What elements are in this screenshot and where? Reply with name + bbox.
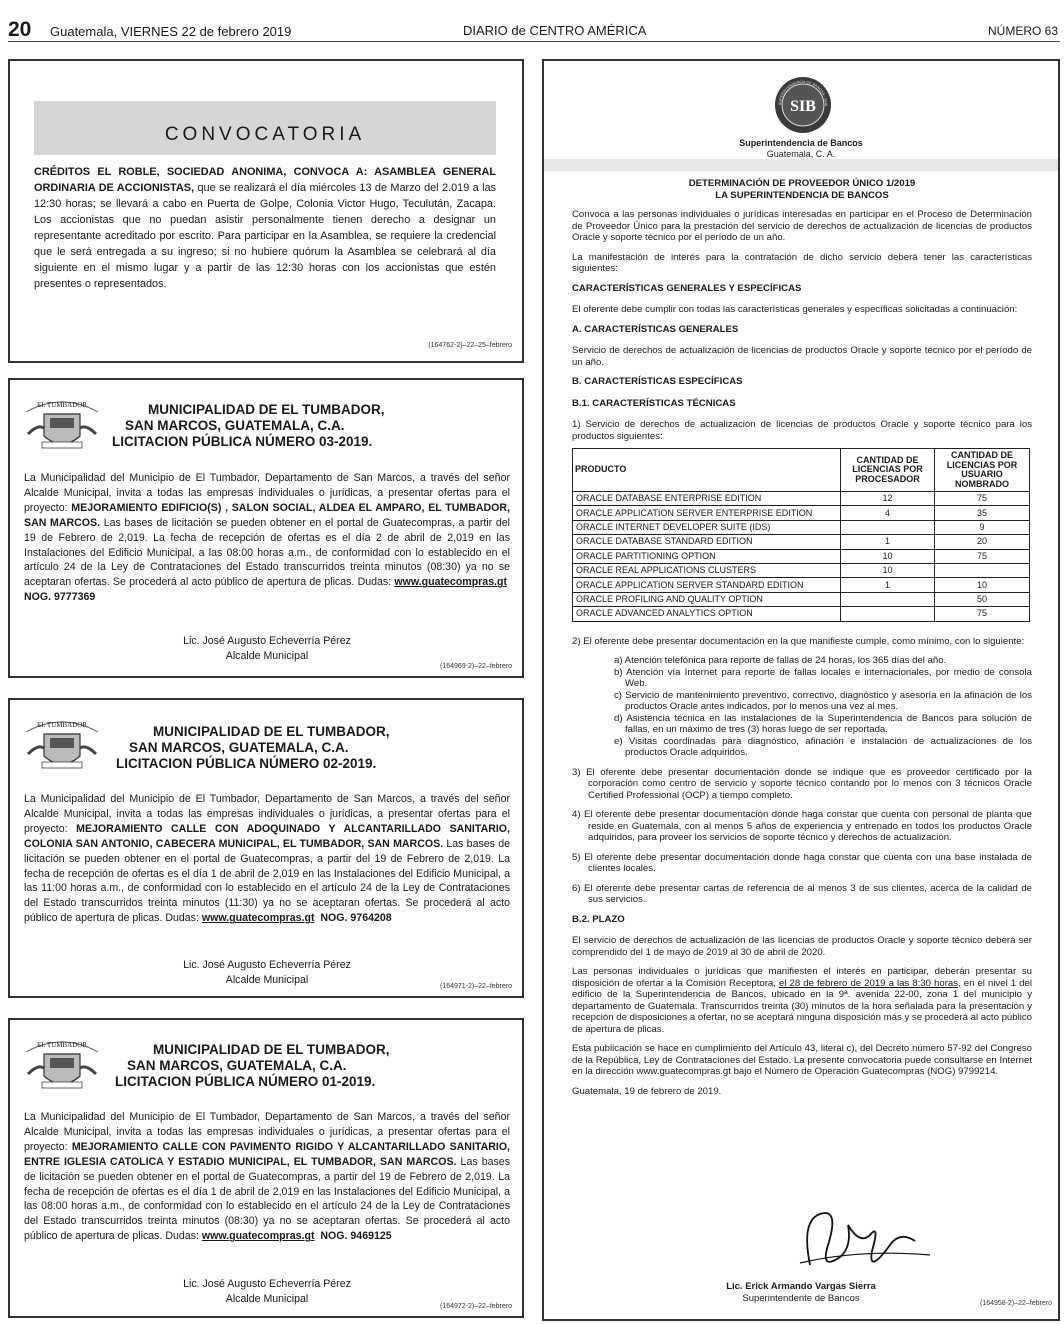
sib-plazo-text: El servicio de derechos de actualización de las licencias de productos Oracle y soporte técnico deberá ser comprendido del 1 de mayo de 2019 al 30 de abril de 2020.: [572, 935, 1032, 958]
guatecompras-link[interactable]: www.guatecompras.gt: [394, 576, 508, 589]
list-item: d) Asistencia técnica en las instalaciones de la Superintendencia de Bancos para solución de fallas, en un máximo de tres (3) horas luego de ser reportada.: [614, 712, 1032, 736]
guatecompras-link[interactable]: www.guatecompras.gt: [201, 912, 315, 925]
ad-body: La Municipalidad del Municipio de El Tumbador, Departamento de San Marcos, a través del señor Alcalde Municipal, invita a todas las empresas individuales o jurídicas, a presentar ofertas para el proyecto: MEJORAMIENTO CALLE CON PAVIMENTO RIGIDO Y ALCANTARILLADO SANITARIO, ENTRE IGLESIA CATOLICA Y ESTADIO MUNICIPAL, EL TUMBADOR, SAN MARCOS. Las bases de licitación se pueden obtener en el portal de Guatecompras, a partir del 19 de Febrero de 2,019. La fecha de recepción de ofertas es el día 1 de abril de 2,019 en las Instalaciones del Edificio Municipal, a las 08:00 horas a.m., de conformidad con lo establecido en el artículo 24 de la Ley de Contrataciones del Estado transcurridos treinta minutos (08:30) ya no se aceptaran ofertas. Se procederá al acto público de apertura de plicas. Dudas: www.guatecompras.gt NOG. 9469125: [24, 1111, 511, 1243]
sib-interest: La manifestación de interés para la contratación de dicho servicio deberá tener las características siguientes:: [572, 251, 1032, 274]
ad-title-line3: LICITACION PÚBLICA NÚMERO 01-2019.: [115, 1074, 376, 1089]
ad-body: La Municipalidad del Municipio de El Tumbador, Departamento de San Marcos, a través del señor Alcalde Municipal, invita a todas las empresas individuales o jurídicas, a presentar ofertas para el proyecto: MEJORAMIENTO EDIFICIO(S) , SALON SOCIAL, ALDEA EL AMPARO, EL TUMBADOR, SAN MARCOS. Las bases de licitación se pueden obtener en el portal de Guatecompras, a partir del 19 de Febrero de 2,019. La fecha de recepción de ofertas es el día 2 de abril de 2,019 en las Instalaciones del Edificio Municipal, a las 08:00 horas a.m., de conformidad con lo establecido en el artículo 24 de la Ley de Contrataciones del Estado transcurridos treinta minutos (08:30) ya no se aceptaran ofertas. Se procederá al acto público de apertura de plicas. Dudas: www.guatecompras.gt NOG. 9777369: [24, 472, 510, 604]
ad-title-line1: MUNICIPALIDAD DE EL TUMBADOR,: [153, 724, 390, 739]
signer-role: Alcalde Municipal: [225, 1293, 309, 1305]
list-item: 5) El oferente debe presentar documentación donde haga constar que cuenta con una base instalada de clientes locales.: [572, 851, 1032, 875]
table-row: ORACLE ADVANCED ANALYTICS OPTION 75: [573, 607, 1030, 621]
convocatoria-lead: CRÉDITOS EL ROBLE, SOCIEDAD ANONIMA, CONVOCA A: ASAMBLEA GENERAL ORDINARIA DE ACCIONISTAS,: [34, 166, 496, 194]
list-item: 6) El oferente debe presentar cartas de referencia de al menos 3 de sus clientes, acerca de la calidad de sus servicios.: [572, 882, 1032, 906]
deadline-date: el 28 de febrero de 2019 a las 8:30 horas,: [779, 977, 961, 989]
signer-name: Lic. José Augusto Echeverría Pérez: [183, 635, 351, 647]
issue-number: NÚMERO 63: [987, 24, 1058, 38]
sib-subtitle: LA SUPERINTENDENCIA DE BANCOS: [715, 189, 889, 201]
table-row: ORACLE DATABASE STANDARD EDITION 1 20: [573, 535, 1030, 549]
municipal-seal-icon: [20, 714, 104, 776]
table-row: ORACLE REAL APPLICATIONS CLUSTERS 10: [573, 563, 1030, 577]
convocatoria-title: CONVOCATORIA: [164, 124, 366, 145]
sib-divider-band: [544, 159, 1058, 171]
sib-general-text: Servicio de derechos de actualización de licencias de productos Oracle y soporte técnico por el período de un año.: [572, 345, 1032, 368]
sib-org-name: Superintendencia de Bancos: [739, 138, 863, 148]
table-row: ORACLE APPLICATION SERVER STANDARD EDITION 1 10: [573, 578, 1030, 592]
municipal-ad-01: [8, 1018, 524, 1318]
ad-reference: (164972-2)–22–febrero: [440, 1303, 512, 1310]
issue-date: Guatemala, VIERNES 22 de febrero 2019: [50, 24, 292, 39]
list-item: a) Atención telefónica para reporte de fallas de 24 horas, los 365 días del año.: [614, 655, 947, 667]
page-number: 20: [8, 18, 32, 41]
oracle-products-table: [572, 448, 1030, 622]
sib-ad: [542, 59, 1060, 1321]
sib-date: Guatemala, 19 de febrero de 2019.: [572, 1085, 722, 1097]
list-item: e) Visitas coordinadas para diagnóstico, afinación e instalación de actualizaciones de los productos Oracle adquiridos.: [614, 735, 1032, 759]
signer-role: Alcalde Municipal: [225, 974, 309, 986]
project-name: MEJORAMIENTO EDIFICIO(S) , SALON SOCIAL, ALDEA EL AMPARO, EL TUMBADOR, SAN MARCOS.: [24, 501, 510, 529]
signature-block: [24, 958, 510, 988]
sib-logo-icon: [773, 75, 833, 135]
heading-caracteristicas: CARACTERÍSTICAS GENERALES Y ESPECÍFICAS: [572, 282, 802, 294]
sib-signer-role: Superintendente de Bancos: [742, 1293, 860, 1304]
signature-block: [24, 1277, 510, 1307]
col-product: PRODUCTO: [573, 449, 841, 492]
requirements-list: [572, 636, 1032, 906]
heading-specific: B. CARACTERÍSTICAS ESPECÍFICAS: [572, 376, 743, 387]
nog-number: NOG. 9764208: [320, 912, 392, 925]
convocatoria-ad: [8, 59, 524, 363]
sib-logo-text: SIB: [790, 98, 816, 115]
convocatoria-banner: [34, 101, 496, 155]
ad-reference: (164969-2)–22–febrero: [440, 663, 512, 670]
ad-title-line3: LICITACION PÚBLICA NÚMERO 02-2019.: [116, 756, 377, 771]
municipal-seal-icon: [20, 1034, 104, 1096]
municipal-ad-02: [8, 698, 524, 998]
seal-text: EL TUMBADOR: [37, 721, 87, 729]
signature-block: [24, 634, 510, 664]
ad-title-line2: SAN MARCOS, GUATEMALA, C.A.: [125, 418, 345, 433]
list-item: 2) El oferente debe presentar documentación en la que manifieste cumple, como mínimo, con lo siguiente: a) Atención telefónica para reporte de fallas de 24 horas, los 365 días del año. b) Atención vía Internet para reporte de fallas locales e internacionales, por medio de consola Web. c) Servicio de mantenimiento preventivo, correctivo, diagnóstico y asesoría en la afinación de los productos Oracle antes indicados, por lo menos una vez al mes. d) Asistencia técnica en las instalaciones de la Superintendencia de Bancos para solución de fallas, en un máximo de tres (3) horas luego de ser reportada. e) Visitas coordinadas para diagnóstico, afinación e instalación de actualizaciones de los productos Oracle adquiridos.: [572, 635, 1032, 759]
ad-title-line2: SAN MARCOS, GUATEMALA, C.A.: [127, 1058, 347, 1073]
heading-technical: B.1. CARACTERÍSTICAS TÉCNICAS: [572, 397, 736, 409]
table-header-row: [573, 449, 1030, 492]
col-processor: CANTIDAD DE LICENCIAS POR PROCESADOR: [841, 449, 935, 492]
convocatoria-body: [34, 164, 496, 292]
heading-general: A. CARACTERÍSTICAS GENERALES: [572, 323, 739, 335]
nog-number: NOG. 9777369: [24, 591, 96, 604]
nog-number: NOG. 9469125: [320, 1230, 392, 1243]
ad-body: La Municipalidad del Municipio de El Tumbador, Departamento de San Marcos, a través del señor Alcalde Municipal, invita a todas las empresas individuales o jurídicas, a presentar ofertas para el proyecto: MEJORAMIENTO CALLE CON ADOQUINADO Y ALCANTARILLADO SANITARIO, COLONIA SAN ANTONIO, CABECERA MUNICIPAL, EL TUMBADOR, SAN MARCOS. Las bases de licitación se pueden obtener en el portal de Guatecompras, a partir del 19 de Febrero de 2,019. La fecha de recepción de ofertas es el día 1 de abril de 2,019 en las Instalaciones del Edificio Municipal, a las 11:00 horas a.m., de conformidad con lo establecido en el artículo 24 de la Ley de Contrataciones del Estado transcurridos treinta minutos (11:30) ya no se aceptaran ofertas. Se procederá al acto público de apertura de plicas. Dudas: www.guatecompras.gt NOG. 9764208: [24, 793, 510, 925]
signer-name: Lic. José Augusto Echeverría Pérez: [183, 959, 351, 971]
table-row: ORACLE INTERNET DEVELOPER SUITE (IDS) 9: [573, 520, 1030, 534]
project-name: MEJORAMIENTO CALLE CON ADOQUINADO Y ALCANTARILLADO SANITARIO, COLONIA SAN ANTONIO, CABECERA MUNICIPAL, EL TUMBADOR, SAN MARCOS.: [24, 822, 510, 850]
table-row: ORACLE APPLICATION SERVER ENTERPRISE EDITION 4 35: [573, 506, 1030, 520]
seal-text: EL TUMBADOR: [37, 401, 87, 409]
sib-title: DETERMINACIÓN DE PROVEEDOR ÚNICO 1/2019: [688, 178, 916, 189]
sub-requirements-list: [588, 655, 1032, 759]
list-item: 3) El oferente debe presentar documentación donde se indique que es proveedor certificado por la corporación como centro de servicio y soporte técnico contando por lo menos con 3 técnicos Oracle Certified Professional (OCP) a tiempo completo.: [572, 766, 1032, 801]
technical-item-1: 1) Servicio de derechos de actualización de licencias de productos Oracle y soporte técnico para los productos siguientes:: [572, 419, 1032, 442]
ad-reference: (164762-2)–22–25–febrero: [428, 342, 512, 349]
ad-title-line2: SAN MARCOS, GUATEMALA, C.A.: [129, 740, 349, 755]
list-item: b) Atención vía Internet para reporte de fallas locales e internacionales, por medio de consola Web.: [614, 666, 1032, 690]
table-row: ORACLE DATABASE ENTERPRISE EDITION 12 75: [573, 492, 1030, 506]
list-item: c) Servicio de mantenimiento preventivo, correctivo, diagnóstico y asesoría en la afinación de los productos Oracle antes indicados, por lo menos una vez al mes.: [614, 689, 1032, 713]
list-item: 4) El oferente debe presentar documentación donde haga constar que cuenta con personal de planta que reside en Guatemala, con al menos 5 años de experiencia y entrenado en todos los productos Oracle adquiridos, para proveer los servicios de soporte técnico y derechos de actualización.: [572, 809, 1032, 844]
col-user: CANTIDAD DE LICENCIAS POR USUARIO NOMBRADO: [935, 449, 1030, 492]
seal-text: EL TUMBADOR: [37, 1041, 87, 1049]
convocatoria-text: que se realizará el día miércoles 13 de Marzo del 2.019 a las 12:30 horas; se llevará a cabo en Puerta de Golpe, Colonia Victor Hugo, Teculután, Zacapa. Los accionistas que no puedan asistir personalmente tienen derecho a designar un representante acreditado por escrito. Para participar en la Asamblea, se requiere la credencial que le será entregada a su ingreso; si no hubiere quórum la Asamblea se celebrará al día siguiente en el mismo lugar y a partir de las 12:30 horas con los accionistas que estén presentes o representados.: [34, 182, 496, 290]
sib-legal-text: Esta publicación se hace en cumplimiento del Artículo 43, literal c), del Decreto número 57-92 del Congreso de la República, Ley de Contrataciones del Estado. La presente convocatoria puede consultarse en Internet en la dirección www.guatecompras.gt bajo el Número de Operación Guatecompras (NOG) 9799214.: [572, 1043, 1032, 1078]
guatecompras-link[interactable]: www.guatecompras.gt: [201, 1230, 315, 1243]
table-row: ORACLE PROFILING AND QUALITY OPTION 50: [573, 592, 1030, 606]
table-row: ORACLE PARTITIONING OPTION 10 75: [573, 549, 1030, 563]
sib-city: Guatemala, C. A.: [766, 149, 836, 159]
sib-logo-ring: SUPERINTENDENCIA DE BANCOS · GUA: [777, 79, 829, 107]
sib-intro: Convoca a las personas individuales o jurídicas interesadas en participar en el Proceso de Determinación de Proveedor Único para la prestación del servicio de derechos de actualización de licencias de productos Oracle y soporte técnico por el período de un año.: [572, 209, 1032, 243]
page-header: [8, 18, 1060, 42]
handwritten-signature: [740, 1205, 970, 1281]
municipal-seal-icon: [20, 394, 104, 456]
sib-presentation-text: Las personas individuales o jurídicas que manifiesten el interés en participar, deberán presentar su disposición de ofertar a la Comisión Receptora, el 28 de febrero de 2019 a las 8:30 horas, en el nivel 1 del edificio de la Superintendencia de Bancos, ubicado en la 9ª. avenida 22-00, zona 1 del municipio y departamento de Guatemala. Transcurridos treinta (30) minutos de la hora señalada para la presentación y recepción de disposiciones a ofertar, no se aceptará ninguna disposición más y se procederá al acto público de apertura de plicas.: [572, 966, 1032, 1035]
newspaper-name: DIARIO de CENTRO AMÉRICA: [463, 23, 647, 38]
ad-reference: (164958-2)–22–febrero: [980, 1300, 1052, 1307]
heading-plazo: B.2. PLAZO: [572, 913, 625, 925]
project-name: MEJORAMIENTO CALLE CON PAVIMENTO RIGIDO Y ALCANTARILLADO SANITARIO, ENTRE IGLESIA CATOLICA Y ESTADIO MUNICIPAL, EL TUMBADOR, SAN MARCOS.: [24, 1140, 511, 1168]
signer-name: Lic. José Augusto Echeverría Pérez: [183, 1278, 351, 1290]
ad-title-line1: MUNICIPALIDAD DE EL TUMBADOR,: [148, 402, 385, 417]
signer-role: Alcalde Municipal: [225, 650, 309, 662]
municipal-ad-03: [8, 378, 524, 678]
ad-title-line3: LICITACION PÚBLICA NÚMERO 03-2019.: [112, 434, 373, 449]
sib-signer-name: Lic. Erick Armando Vargas Sierra: [726, 1281, 876, 1292]
sib-requirement: El oferente debe cumplir con todas las características generales y específicas solicitadas a continuación:: [572, 304, 1018, 315]
sib-content: [572, 178, 1032, 1105]
ad-reference: (164971-2)–22–febrero: [440, 983, 512, 990]
ad-title-line1: MUNICIPALIDAD DE EL TUMBADOR,: [153, 1042, 390, 1057]
